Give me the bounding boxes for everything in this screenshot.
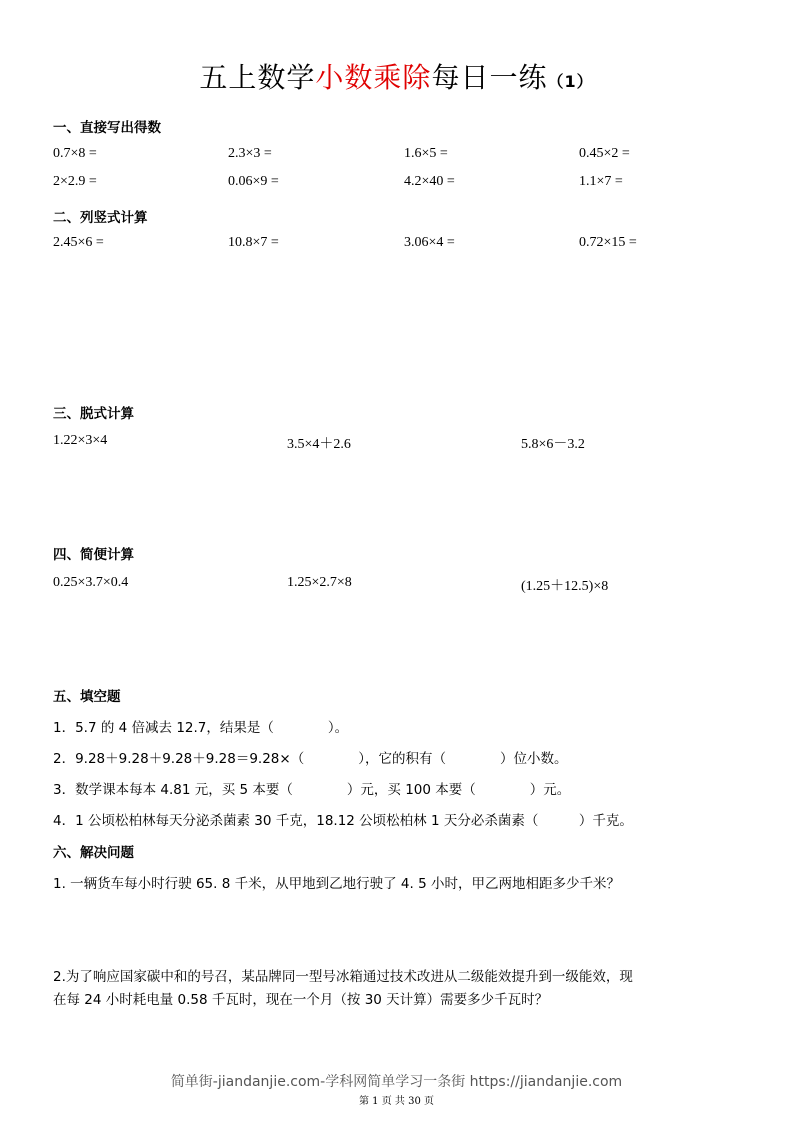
fill-blank-item: 4．1 公顷松柏林每天分泌杀菌素 30 千克，18.12 公顷松柏林 1 天分必杀菌素（ ）千克。 [53,813,633,829]
problem: 2×2.9 = [53,174,97,189]
word-problem-2-line2: 在每 24 小时耗电量 0.58 千瓦时，现在一个月（按 30 天计算）需要多少千瓦时？ [53,992,549,1008]
problem: 1.1×7 = [579,174,623,189]
section-2-heading: 二、列竖式计算 [53,210,148,226]
footer-watermark: 简单街-jiandanjie.com-学科网简单学习一条街 https://jiandanjie.com [170,1074,623,1090]
word-problem-2-line1: 2.为了响应国家碳中和的号召，某品牌同一型号冰箱通过技术改进从二级能效提升到一级能效，现 [53,969,633,985]
section-6-heading: 六、解决问题 [53,845,134,861]
section-3-heading: 三、脱式计算 [53,406,134,422]
problem: 1.6×5 = [404,146,448,161]
problem: 4.2×40 = [404,174,455,189]
problem: 0.25×3.7×0.4 [53,575,129,590]
problem: 1.25×2.7×8 [287,575,352,590]
problem: 2.3×3 = [228,146,272,161]
problem: 0.72×15 = [579,235,637,250]
title-suffix: （1） [547,72,594,91]
title-part1: 五上数学 [199,61,316,94]
problem: 0.06×9 = [228,174,279,189]
problem: 2.45×6 = [53,235,104,250]
problem: 10.8×7 = [228,235,279,250]
title-part2: 每日一练 [431,61,548,94]
problem: (1.25＋12.5)×8 [521,579,609,594]
problem: 5.8×6－3.2 [521,437,585,452]
problem: 0.45×2 = [579,146,630,161]
title-highlight: 小数乘除 [315,61,432,94]
section-4-heading: 四、简便计算 [53,547,134,563]
fill-blank-item: 1．5.7 的 4 倍减去 12.7，结果是（ ）。 [53,720,349,736]
problem: 3.06×4 = [404,235,455,250]
problem: 0.7×8 = [53,146,97,161]
fill-blank-item: 3．数学课本每本 4.81 元，买 5 本要（ ）元，买 100 本要（ ）元。 [53,782,571,798]
problem: 1.22×3×4 [53,433,108,448]
fill-blank-item: 2．9.28＋9.28＋9.28＋9.28＝9.28×（ ），它的积有（ ）位小数。 [53,751,568,767]
problem: 3.5×4＋2.6 [287,437,351,452]
page-title [0,56,793,96]
page-number: 第 1 页 共 30 页 [359,1096,434,1107]
section-1-heading: 一、直接写出得数 [53,120,161,136]
word-problem-1: 1. 一辆货车每小时行驶 65. 8 千米，从甲地到乙地行驶了 4. 5 小时，甲乙两地相距多少千米？ [53,876,620,892]
section-5-heading: 五、填空题 [53,689,121,705]
